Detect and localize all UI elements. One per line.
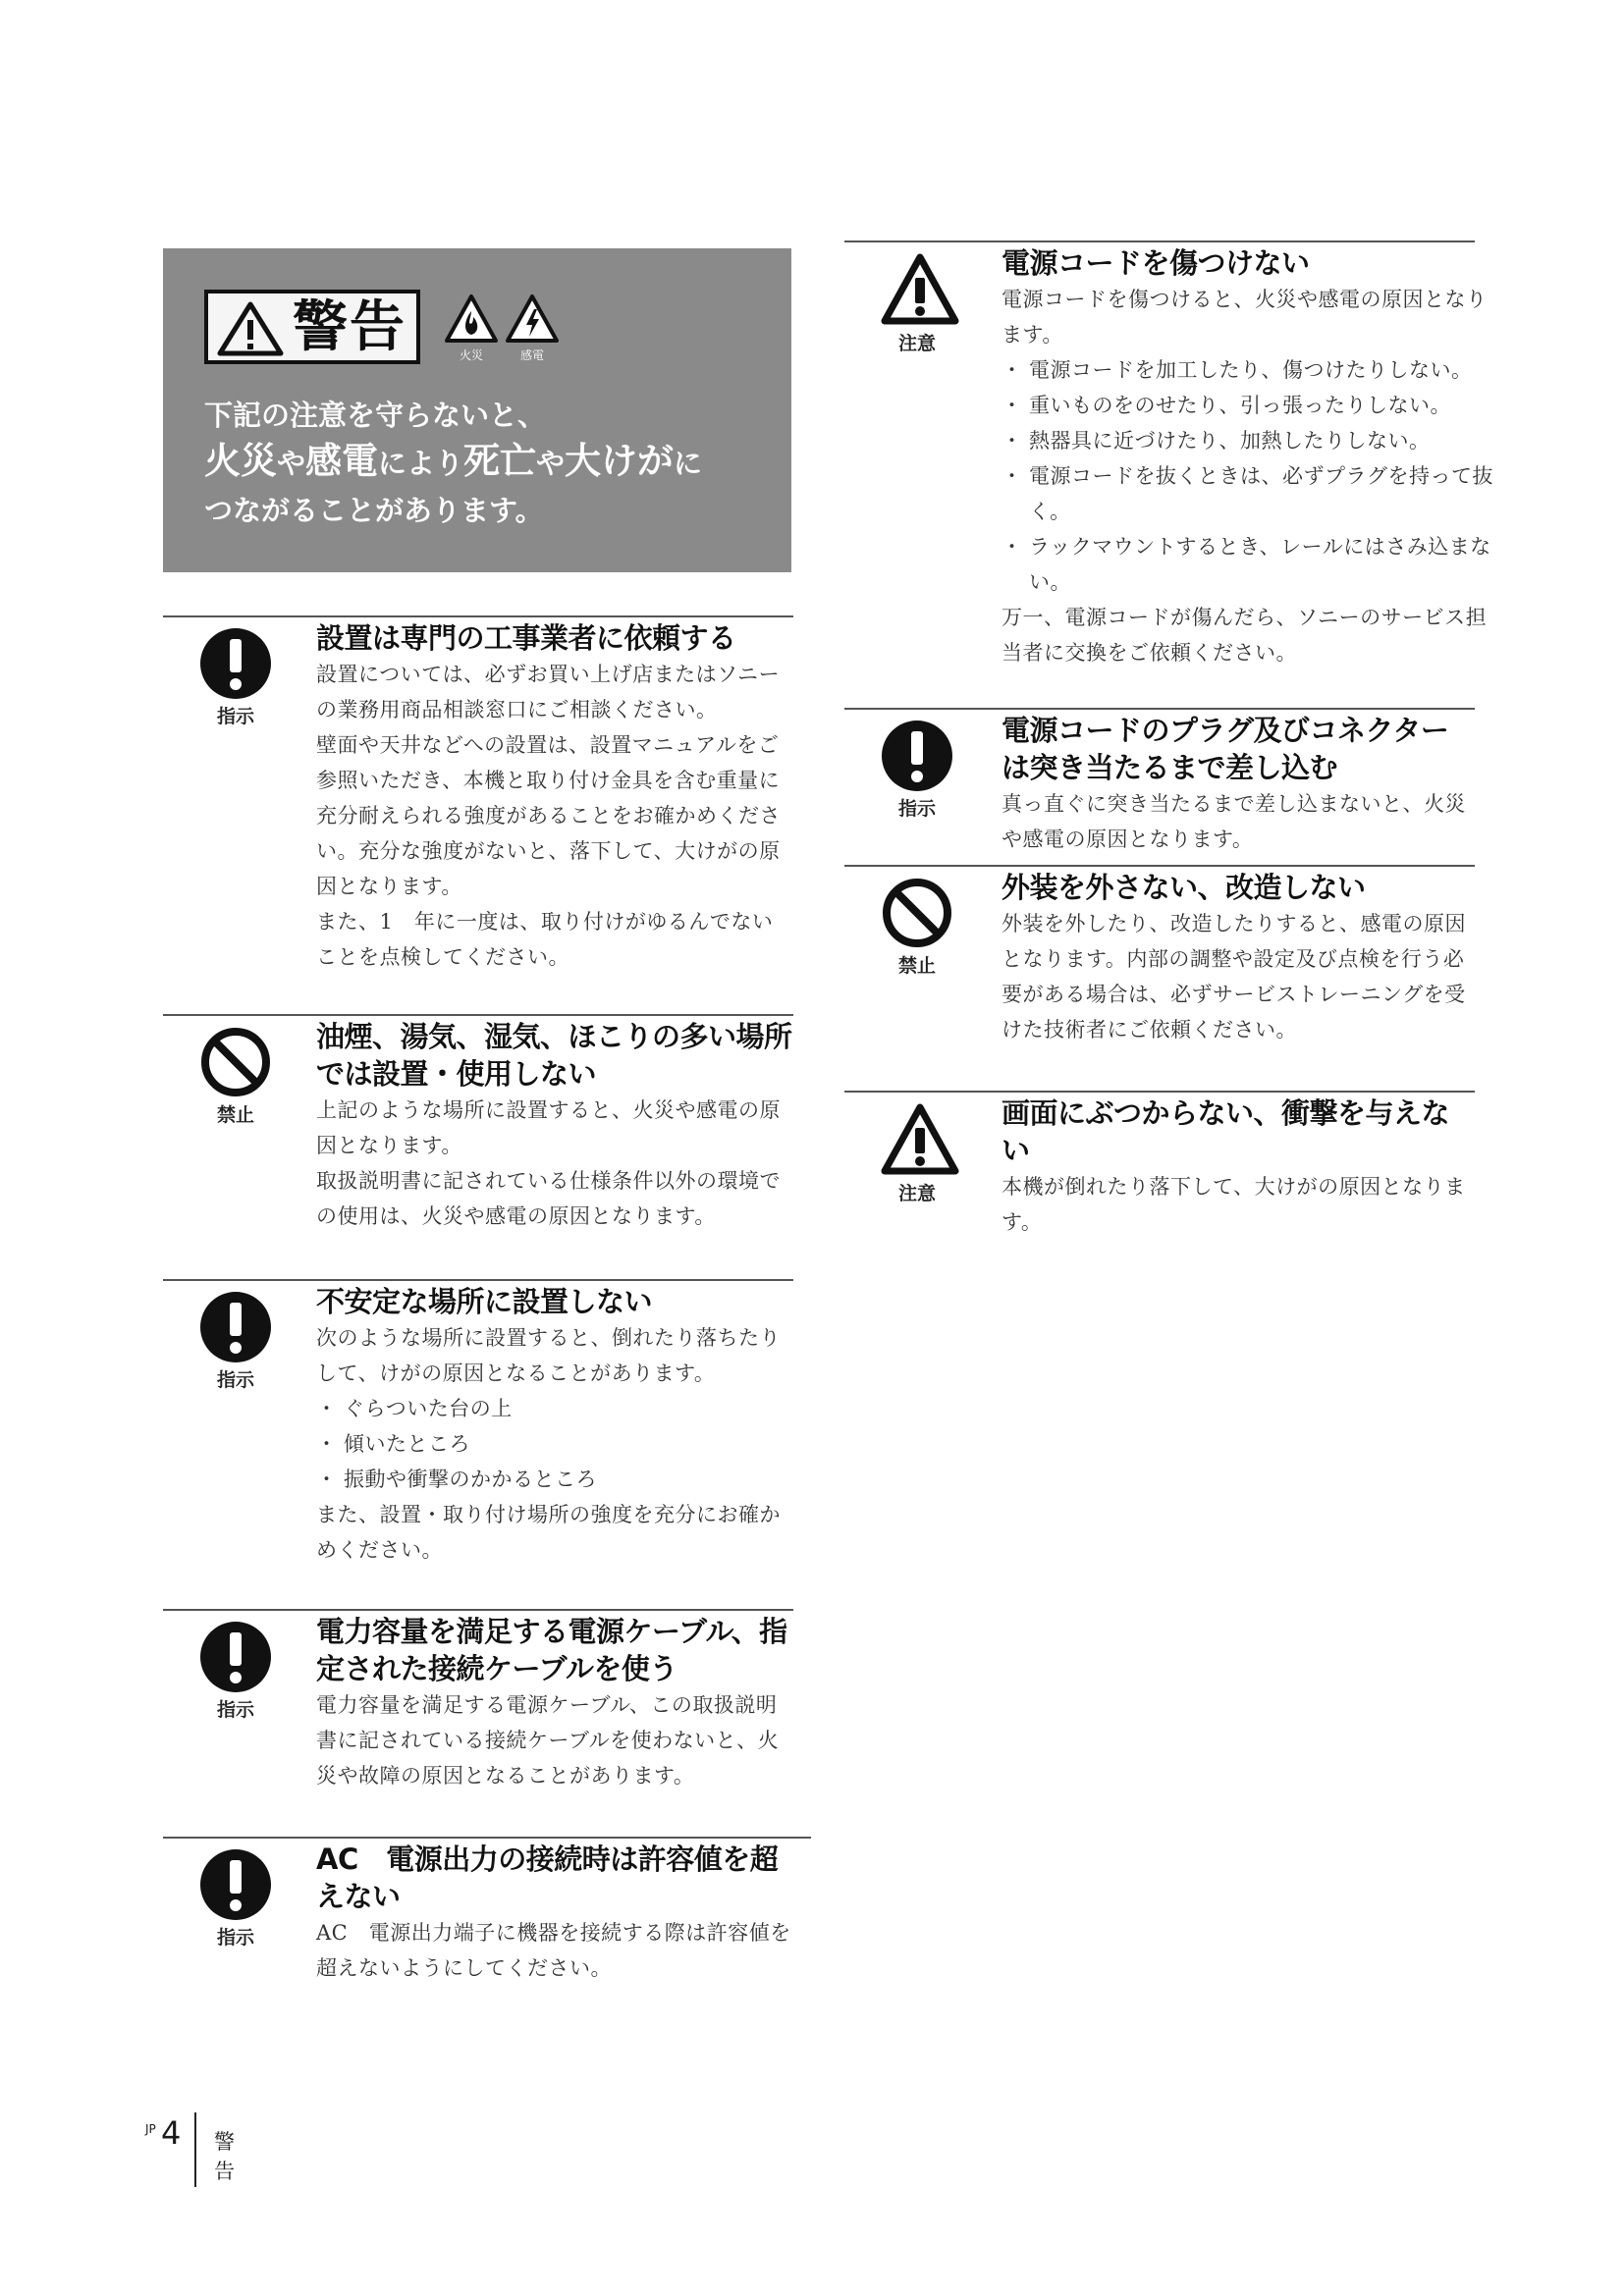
paragraph: また、1 年に一度は、取り付けがゆるんでないことを点検してください。	[316, 910, 774, 969]
paragraph: 万一、電源コードが傷んだら、ソニーのサービス担当者に交換をご依頼ください。	[1001, 606, 1488, 665]
section-no-smoke-humid	[163, 1014, 793, 1279]
electric-shock-icon	[505, 294, 560, 345]
icon-label: 禁止	[897, 955, 936, 977]
footer-divider	[194, 2112, 196, 2187]
mandatory-icon	[881, 720, 953, 792]
icon-label: 指示	[897, 798, 936, 820]
section-heading: 電力容量を満足する電源ケーブル、指定された接続ケーブルを使う	[316, 1615, 787, 1685]
section-text	[316, 1093, 793, 1234]
hazard-fire	[444, 294, 499, 362]
section-ac-output	[163, 1837, 811, 2005]
section-text	[316, 657, 793, 975]
icon-label: 注意	[897, 333, 936, 354]
section-text	[1001, 282, 1494, 670]
section-text	[1001, 786, 1475, 857]
section-plug-insert	[844, 708, 1475, 865]
paragraph: 外装を外したり、改造したりすると、感電の原因となります。内部の調整や設定及び点検を行う必要がある場合は、必ずサービストレーニングを受けた技術者にご依頼ください。	[1001, 912, 1466, 1041]
section-body	[316, 1613, 793, 1793]
section-body	[316, 1841, 793, 1986]
section-unstable-place	[163, 1279, 793, 1609]
warning-message-line3: つながることがあります。	[204, 494, 544, 527]
mandatory-icon	[199, 1621, 272, 1693]
section-heading: 画面にぶつからない、衝撃を与えない	[1001, 1096, 1450, 1167]
paragraph: 取扱説明書に記されている仕様条件以外の環境での使用は、火災や感電の原因となります。	[316, 1169, 781, 1228]
msg-by: により	[378, 447, 464, 480]
bullet-item: ・ 重いものをのせたり、引っ張ったりしない。	[1001, 388, 1494, 423]
section-body	[316, 1283, 793, 1568]
warning-banner	[163, 248, 791, 572]
section-heading: 外装を外さない、改造しない	[1001, 871, 1366, 904]
paragraph: 本機が倒れたり落下して、大けがの原因となります。	[1001, 1175, 1466, 1234]
section-icon	[198, 1291, 273, 1392]
hazard-shock-label: 感電	[519, 348, 544, 362]
bullet-item: ・ 振動や衝撃のかかるところ	[316, 1462, 793, 1497]
section-body	[316, 619, 793, 975]
section-heading: 油煙、湯気、湿気、ほこりの多い場所では設置・使用しない	[316, 1020, 792, 1091]
section-body	[1001, 869, 1475, 1047]
section-icon	[880, 720, 954, 821]
msg-fire: 火災	[204, 440, 277, 482]
section-icon	[880, 877, 954, 978]
bullet-item: ・ 熱器具に近づけたり、加熱したりしない。	[1001, 423, 1494, 458]
msg-injury: 大けが	[565, 440, 675, 482]
section-heading: 設置は専門の工事業者に依頼する	[316, 621, 736, 655]
mandatory-icon	[199, 1848, 272, 1921]
section-text	[316, 1915, 793, 1986]
section-icon	[198, 1026, 273, 1127]
footer-lang: JP	[145, 2122, 156, 2136]
section-heading: 不安定な場所に設置しない	[316, 1285, 653, 1318]
paragraph: 設置については、必ずお買い上げ店またはソニーの業務用商品相談窓口にご相談ください。	[316, 663, 781, 721]
paragraph: 壁面や天井などへの設置は、設置マニュアルをご参照いただき、本機と取り付け金具を含む重量に充分耐えられる強度があることをお確かめください。充分な強度がないと、落下して、大けがの原因となります。	[316, 733, 781, 898]
warning-message-line2	[204, 435, 702, 490]
bullet-item: ・ 電源コードを抜くときは、必ずプラグを持って抜く。	[1001, 458, 1494, 529]
icon-label: 指示	[216, 1699, 254, 1721]
section-body	[1001, 1095, 1475, 1240]
section-icon	[198, 1621, 273, 1722]
section-no-impact	[844, 1091, 1475, 1234]
bullet-item: ・ 傾いたところ	[316, 1426, 793, 1462]
warning-title: 警告	[293, 295, 406, 359]
bullet-item: ・ ラックマウントするとき、レールにはさみ込まない。	[1001, 529, 1494, 600]
paragraph: 真っ直ぐに突き当たるまで差し込まないと、火災や感電の原因となります。	[1001, 792, 1466, 851]
msg-death: 死亡	[463, 440, 537, 482]
section-no-disassembly	[844, 865, 1475, 1091]
section-text	[1001, 1169, 1475, 1240]
paragraph: また、設置・取り付け場所の強度を充分にお確かめください。	[316, 1503, 781, 1562]
warning-message-line1: 下記の注意を守らないと、	[204, 399, 547, 432]
section-body	[1001, 244, 1494, 670]
section-heading: 電源コードのプラグ及びコネクターは突き当たるまで差し込む	[1001, 714, 1449, 784]
paragraph: 電源コードを傷つけると、火災や感電の原因となります。	[1001, 288, 1488, 347]
warning-triangle-icon	[216, 300, 285, 357]
bullet-item: ・ ぐらついた台の上	[316, 1391, 793, 1426]
footer-section-name: 警告	[214, 2130, 235, 2183]
icon-label: 指示	[216, 1369, 254, 1391]
icon-label: 注意	[897, 1183, 936, 1204]
section-text	[316, 1320, 793, 1568]
section-icon	[880, 1102, 954, 1205]
caution-icon	[880, 252, 960, 327]
icon-label: 禁止	[216, 1104, 254, 1126]
prohibition-icon	[199, 1026, 272, 1098]
caution-icon	[880, 1102, 960, 1177]
section-icon	[198, 1848, 273, 1949]
icon-label: 指示	[216, 1927, 254, 1949]
section-text	[316, 1687, 793, 1793]
msg-or2: や	[536, 447, 566, 480]
msg-or: や	[277, 447, 306, 480]
section-power-cable	[163, 1609, 793, 1837]
warning-title-box	[204, 290, 420, 364]
msg-shock: 感電	[305, 440, 379, 482]
paragraph: 電力容量を満足する電源ケーブル、この取扱説明書に記されている接続ケーブルを使わないと、火災や故障の原因となることがあります。	[316, 1693, 780, 1788]
mandatory-icon	[199, 627, 272, 700]
section-power-cord-damage	[844, 240, 1493, 708]
icon-label: 指示	[216, 706, 254, 727]
page-number: 4	[161, 2114, 182, 2152]
section-heading: AC 電源出力の接続時は許容値を超えない	[316, 1842, 779, 1913]
paragraph: 次のような場所に設置すると、倒れたり落ちたりして、けがの原因となることがあります。	[316, 1326, 781, 1385]
msg-to: に	[674, 447, 703, 480]
fire-hazard-icon	[444, 294, 499, 345]
section-icon	[198, 627, 273, 728]
section-heading: 電源コードを傷つけない	[1001, 246, 1310, 280]
paragraph: AC 電源出力端子に機器を接続する際は許容値を超えないようにしてください。	[316, 1921, 791, 1980]
section-icon	[880, 252, 954, 355]
prohibition-icon	[881, 877, 953, 949]
section-body	[316, 1018, 793, 1234]
section-text	[1001, 906, 1475, 1047]
bullet-item: ・ 電源コードを加工したり、傷つけたりしない。	[1001, 352, 1494, 388]
mandatory-icon	[199, 1291, 272, 1363]
hazard-fire-label: 火災	[459, 348, 483, 362]
section-professional-install	[163, 615, 793, 1014]
warning-message	[204, 396, 702, 531]
hazard-shock	[505, 294, 560, 362]
section-body	[1001, 712, 1475, 857]
paragraph: 上記のような場所に設置すると、火災や感電の原因となります。	[316, 1098, 781, 1157]
